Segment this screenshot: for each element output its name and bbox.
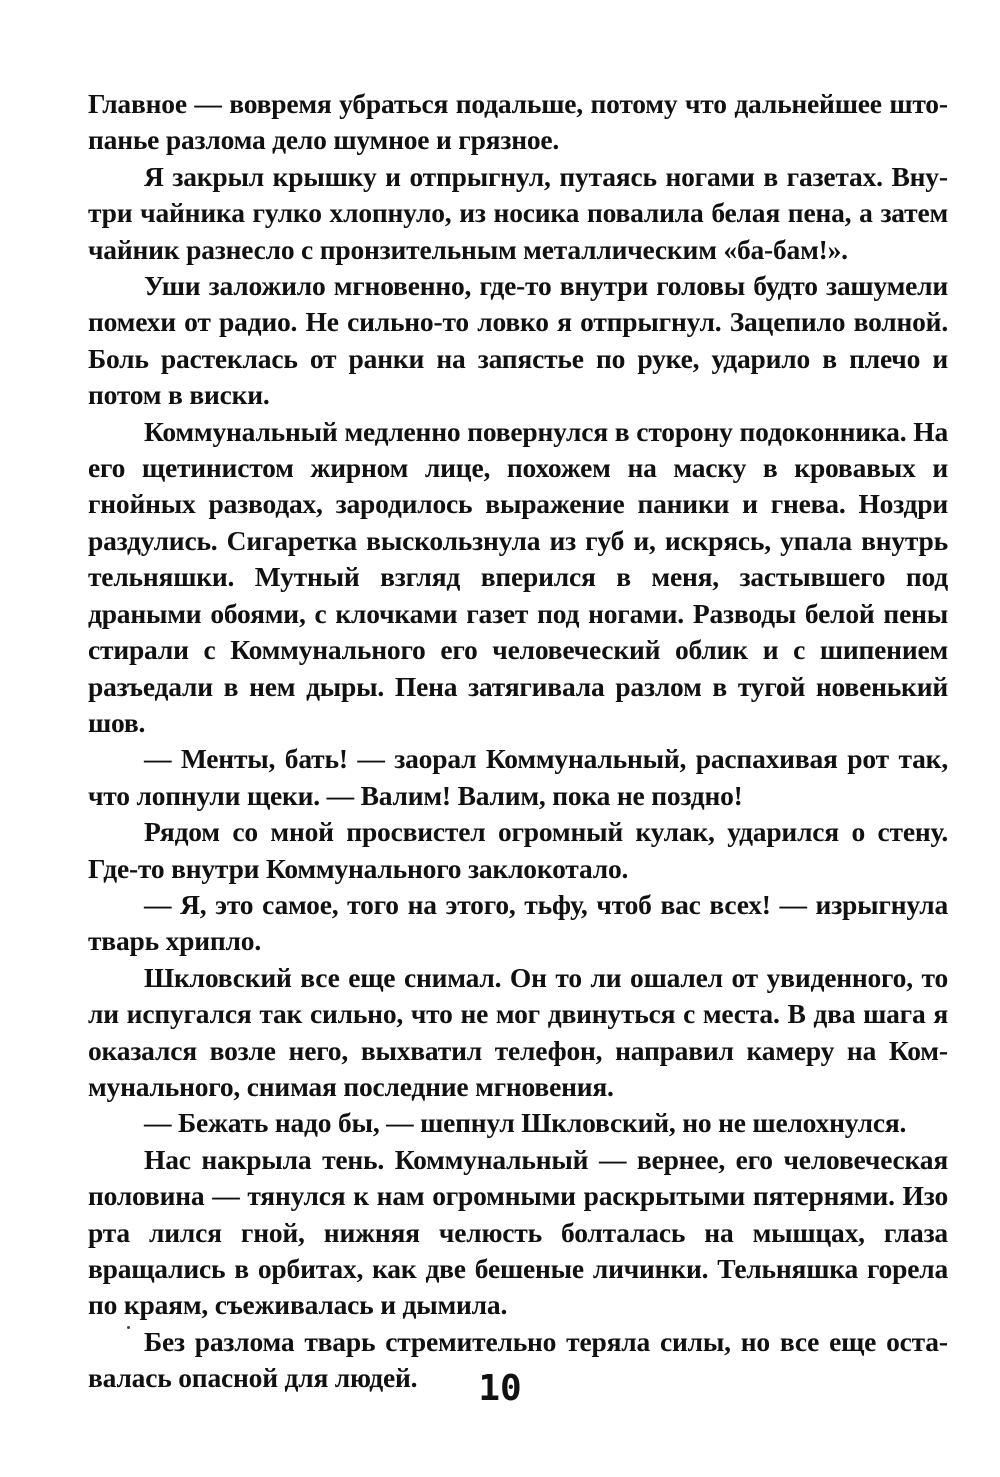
paragraph-7: — Я, это самое, того на этого, тьфу, чтоб вас всех! — изрыгнула тварь хрипло.: [88, 888, 948, 957]
paragraph-9: — Бежать надо бы, — шепнул Шкловский, но не шелохнулся.: [144, 1107, 907, 1139]
print-speck: [127, 1326, 130, 1329]
paragraph-11: Без разлома тварь стремительно теряла силы, но все еще оставалась опасной для людей.: [88, 1325, 948, 1394]
paragraph-5: — Менты, бать! — заорал Коммунальный, распахивая рот так, что лопнули щеки. — Валим! Валим, пока не поздно!: [88, 743, 948, 811]
paragraph-1: Главное — вовремя убраться подальше, потому что дальнейшее штопанье разлома дело шумное и грязное.: [88, 88, 948, 156]
paragraph-4: Коммунальный медленно повернулся в сторону подоконника. На его щетинистом жирном лице, похожем на маску в кровавых и гнойных разводах, зародилось выражение паники и гнева. Ноздри раздулись. Сигаретка выскользнула из губ и, искрясь, упала внутрь тельняшки. Мутный взгляд вперился в меня, застывшего под драными обоями, с клочками газет под ногами. Разводы белой пены стирали с Коммунального его человеческий облик и с шипением разъедали в нем дыры. Пена затягивала разлом в тугой новенький шов.: [88, 415, 948, 738]
paragraph-6: Рядом со мной просвистел огромный кулак, ударился о стену. Где-то внутри Коммунального заклокотало.: [88, 816, 948, 884]
paragraph-2: Я закрыл крышку и отпрыгнул, путаясь ногами в газетах. Внутри чайника гулко хлопнуло, из носика повалила белая пена, а затем чайник разнесло с пронзительным металлическим «ба-бам!».: [88, 160, 948, 265]
body-text: [88, 86, 948, 1397]
paragraph-3: Уши заложило мгновенно, где-то внутри головы будто зашумели помехи от радио. Не сильно-то ловко я отпрыгнул. Зацепило волной. Боль растеклась от ранки на запястье по руке, ударило в плечо и потом в виски.: [88, 270, 948, 411]
paragraph-8: Шкловский все еще снимал. Он то ли ошалел от увиденного, то ли испугался так сильно, что не мог двинуться с места. В два шага я оказался возле него, выхватил телефон, направил камеру на Коммунального, снимая последние мгновения.: [88, 961, 948, 1102]
paragraph-10: Нас накрыла тень. Коммунальный — вернее, его человеческая половина — тянулся к нам огромными раскрытыми пятернями. Изо рта лился гной, нижняя челюсть болталась на мышцах, глаза вращались в орбитах, как две бешеные личинки. Тельняшка горела по краям, съеживалась и дымила.: [88, 1143, 948, 1321]
page-number: 10: [478, 1368, 522, 1409]
